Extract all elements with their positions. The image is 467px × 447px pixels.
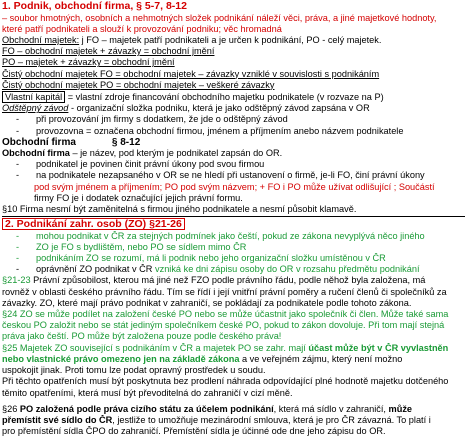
text-line: - při provozování jm firmy s dodatkem, že jde o odštěpný závod xyxy=(16,114,288,125)
term-text: vzniká ke dni zápisu osoby do OR v rozsahu předmětu podnikání xyxy=(155,264,420,275)
term-text: může xyxy=(388,403,413,414)
term-text: při provozování jm firmy s dodatkem, že jde o odštěpný závod xyxy=(36,114,288,125)
term-text: podnikatel je povinen činit právní úkony pod svou firmou xyxy=(36,159,265,170)
term-text: j FO – majetek patří podnikateli a je určen k podnikání, PO - celý majetek. xyxy=(79,34,382,45)
term-text: , která má sídlo v zahraničí, xyxy=(273,403,389,414)
term-text: – je název, pod kterým je podnikatel zapsán do OR. xyxy=(69,147,283,158)
text-line: - podnikatel je povinen činit právní úkony pod svou firmou xyxy=(16,159,265,170)
section2-heading-text: 2. Podnikání zahr. osob (ZO) §21-26 xyxy=(2,218,185,230)
text-line: uspokojit jinak. Proti tomu lze podat opravný prostředek u soudu. xyxy=(2,365,266,376)
text-line xyxy=(2,275,465,286)
text-line: závazky. ZO, které mají právo podnikat v zahraničí, se pokládají za podnikatele podle tohoto zákona. xyxy=(2,297,412,308)
text-line: firmy FO je i dodatek označující jejich právní formu. xyxy=(34,192,243,203)
term-text: Právní způsobilost, kterou má jiné než FZO podle právního řádu, podle něhož byla založena, má xyxy=(30,275,426,286)
text-line: práva jako čeští. PO může být založena pouze podle českého práva! xyxy=(2,331,282,342)
text-line xyxy=(2,103,465,114)
term-text: oprávnění ZO podnikat v ČR xyxy=(36,264,155,275)
term-text: §26 xyxy=(2,403,20,414)
term-text: a ve veřejném zájmu, který není možno xyxy=(239,353,403,364)
term-text: PO založená podle práva cizího státu za účelem podnikání xyxy=(19,403,274,414)
text-line: pod svým jménem a příjmením; PO pod svým názvem; + FO i PO může užívat odlišující ; Součástí xyxy=(34,181,435,192)
term-text: - organizační složka podniku, která je jako odštěpný závod zapsána v OR xyxy=(68,103,370,114)
text-line: Čistý obchodní majetek FO = obchodní majetek – závazky vzniklé v souvislosti s podnikáním xyxy=(2,68,380,79)
term-text: , jestliže to umožňuje mezinárodní smlouva, která je pro ČR závazná. To platí i xyxy=(112,414,431,425)
text-line: těmito opatřeními, která musí být převoditelná do zahraničí v cizí měně. xyxy=(2,387,293,398)
text-line: českou PO založit nebo se stát jediným společníkem české PO, pokud to zákon dovoluje. Při tom mají stejná xyxy=(2,320,445,331)
text-line: - mohou podnikat v ČR za stejných podmínek jako čeští, pokud ze zákona nevyplývá něco jiného xyxy=(16,230,425,241)
text-line: - provozovna = označena obchodní firmou, jménem a příjmením anebo názvem podnikatele xyxy=(16,125,404,136)
text-line: PO – majetek + závazky = obchodní jmění xyxy=(2,57,175,68)
term-label: Obchodní firma xyxy=(2,147,70,158)
text-line xyxy=(2,91,465,103)
text-line: - podnikáním ZO se rozumí, má li podnik nebo jeho organizační složku umístěnou v ČR xyxy=(16,253,386,264)
term-text: ZO je FO s bydlištěm, nebo PO se sídlem mimo ČR xyxy=(36,241,247,252)
text-line: - oprávnění ZO podnikat v ČR vzniká ke dni zápisu osoby do OR v rozsahu předmětu podnikání xyxy=(16,264,420,275)
text-line: Při těchto opatřeních musí být poskytnuta bez prodlení náhrada odpovídající plné hodnotě majetku dotčeného xyxy=(2,376,449,387)
text-line xyxy=(2,343,465,354)
text-line xyxy=(2,148,465,159)
term-text: = vlastní zdroje financování obchodního majetku podnikatele (v rozvaze na P) xyxy=(65,91,384,102)
section2-heading xyxy=(2,218,465,231)
text-line: pro přemístění sídla ČPO do zahraničí. Přemístění sídla je účinné ode dne jeho zápisu do OR. xyxy=(2,426,386,437)
term-label: §21-23 xyxy=(2,275,31,286)
text-line: - na podnikatele nezapsaného v OR se ne hledí při ustanovení o firmě, je-li FO, činí právní úkony xyxy=(16,170,425,181)
term-text: nebo vlastnické právo omezeno jen na základě zákona xyxy=(2,353,240,364)
text-line: rovněž v oblasti českého právního řádu. Tím se řídí i její vnitřní právní poměry a ručení členů či společníků za xyxy=(2,286,447,297)
text-line: §24 ZO se může podílet na založení české PO nebo se může účastnit jako společník či člen. Může také sama xyxy=(2,309,449,320)
text-line xyxy=(2,415,465,426)
term-label: Vlastní kapitál xyxy=(2,91,65,103)
term-label: Obchodní majetek: xyxy=(2,34,80,45)
term-text: na podnikatele nezapsaného v OR se ne hledí při ustanovení o firmě, je-li FO, činí právní úkony xyxy=(36,170,425,181)
text-line: FO – obchodní majetek + závazky = obchodní jmění xyxy=(2,46,215,57)
text-line xyxy=(2,35,465,46)
text-line: – soubor hmotných, osobních a nehmotných složek podnikání náleží věci, práva, a jiné majetkové hodnoty, xyxy=(2,12,437,23)
text-line xyxy=(2,137,465,148)
term-text: §25 Majetek ZO související s podnikáním v ČR a majetek PO se zahr. mají xyxy=(2,342,309,353)
text-line: §10 Firma nesmí být zaměnitelná s firmou jiného podnikatele a nesmí působit klamavě. xyxy=(2,203,357,214)
term-text: mohou podnikat v ČR za stejných podmínek jako čeští, pokud ze zákona nevyplývá něco jiného xyxy=(36,230,425,241)
section1-heading: 1. Podnik, obchodní firma, § 5-7, 8-12 xyxy=(2,0,187,12)
term-text: § 8-12 xyxy=(111,136,141,148)
text-line: které patří podnikateli a slouží k provozování podniku; věc hromadná xyxy=(2,23,282,34)
term-text: podnikáním ZO se rozumí, má li podnik nebo jeho organizační složku umístěnou v ČR xyxy=(36,253,386,264)
term-text: přemístit své sídlo do ČR xyxy=(2,414,113,425)
term-text: provozovna = označena obchodní firmou, jménem a příjmením anebo názvem podnikatele xyxy=(36,125,404,136)
text-line xyxy=(2,354,465,365)
section-divider xyxy=(2,216,465,217)
term-label: Obchodní firma xyxy=(2,136,76,148)
text-line: Čistý obchodní majetek PO = obchodní majetek – veškeré závazky xyxy=(2,79,275,90)
term-text: účast může být v ČR vyvlastněn xyxy=(308,342,449,353)
text-line xyxy=(2,404,465,415)
term-label: Odštěpný závod xyxy=(2,103,69,114)
text-line: - ZO je FO s bydlištěm, nebo PO se sídlem mimo ČR xyxy=(16,241,247,252)
